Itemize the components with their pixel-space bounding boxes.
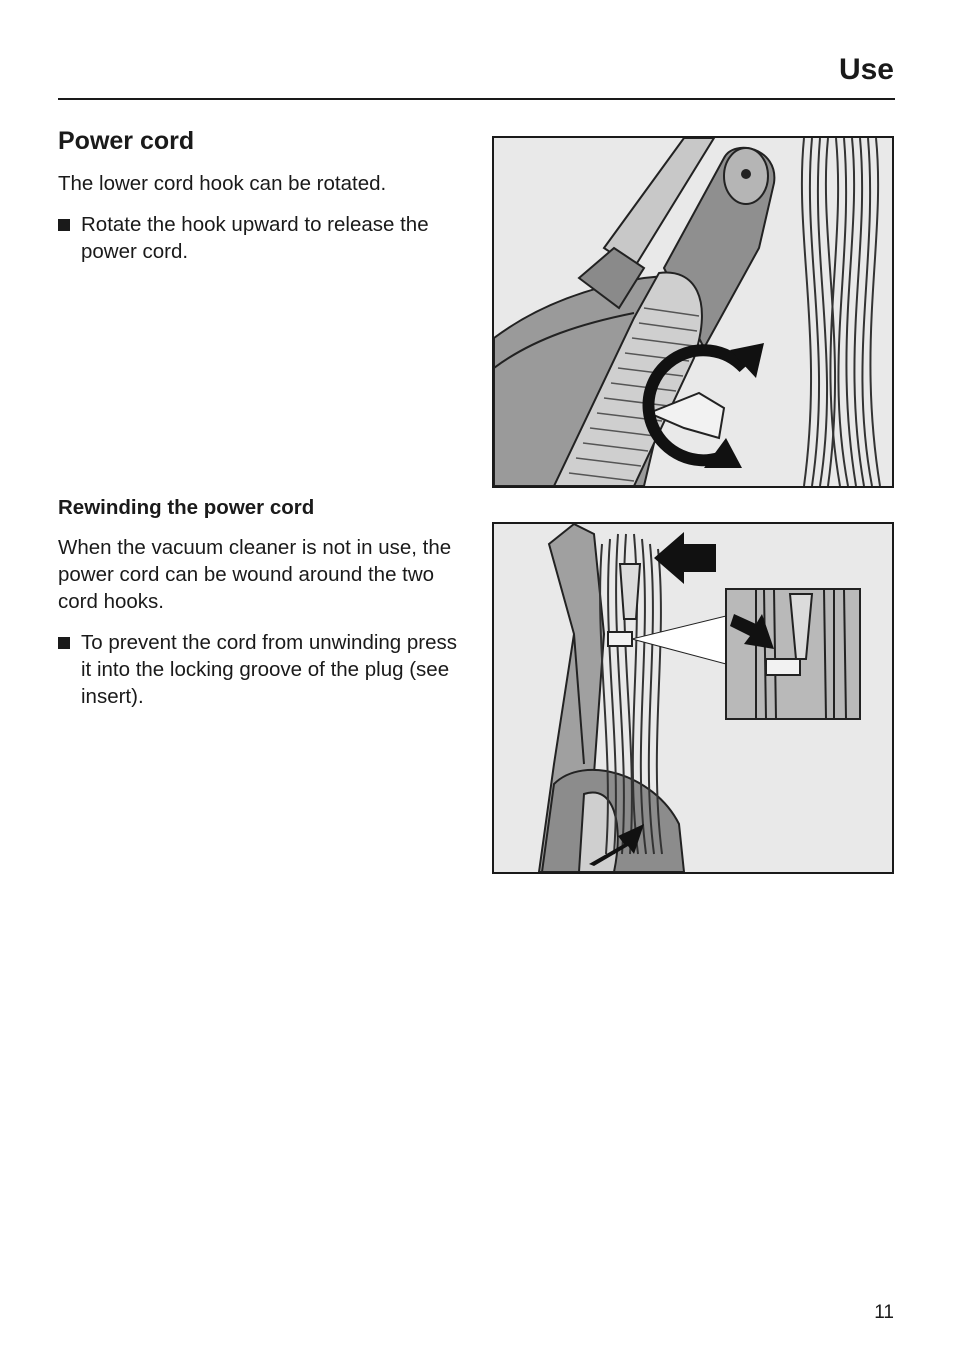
- rewinding-heading: Rewinding the power cord: [58, 496, 315, 519]
- cord-rewind-illustration: [492, 522, 894, 874]
- section-title: Use: [838, 53, 894, 86]
- power-cord-intro: The lower cord hook can be rotated.: [58, 172, 387, 195]
- cord-rewind-drawing: [494, 524, 892, 872]
- hook-rotation-drawing: [494, 138, 892, 486]
- hook-rotation-illustration: [492, 136, 894, 488]
- plug-insert: [726, 589, 860, 719]
- power-cord-bullet: [58, 211, 468, 265]
- power-cord-heading: Power cord: [58, 127, 195, 155]
- bullet-text: To prevent the cord from unwinding press it into the locking groove of the plug (see insert).: [81, 631, 458, 708]
- page-number: 11: [874, 1302, 894, 1323]
- bullet-square-icon: [58, 637, 70, 649]
- bullet-text: Rotate the hook upward to release the power cord.: [81, 213, 429, 263]
- bullet-square-icon: [58, 219, 70, 231]
- title-rule: [58, 98, 895, 100]
- rewinding-bullet: [58, 629, 468, 710]
- rewinding-intro: When the vacuum cleaner is not in use, the power cord can be wound around the two cord hooks.: [58, 536, 452, 613]
